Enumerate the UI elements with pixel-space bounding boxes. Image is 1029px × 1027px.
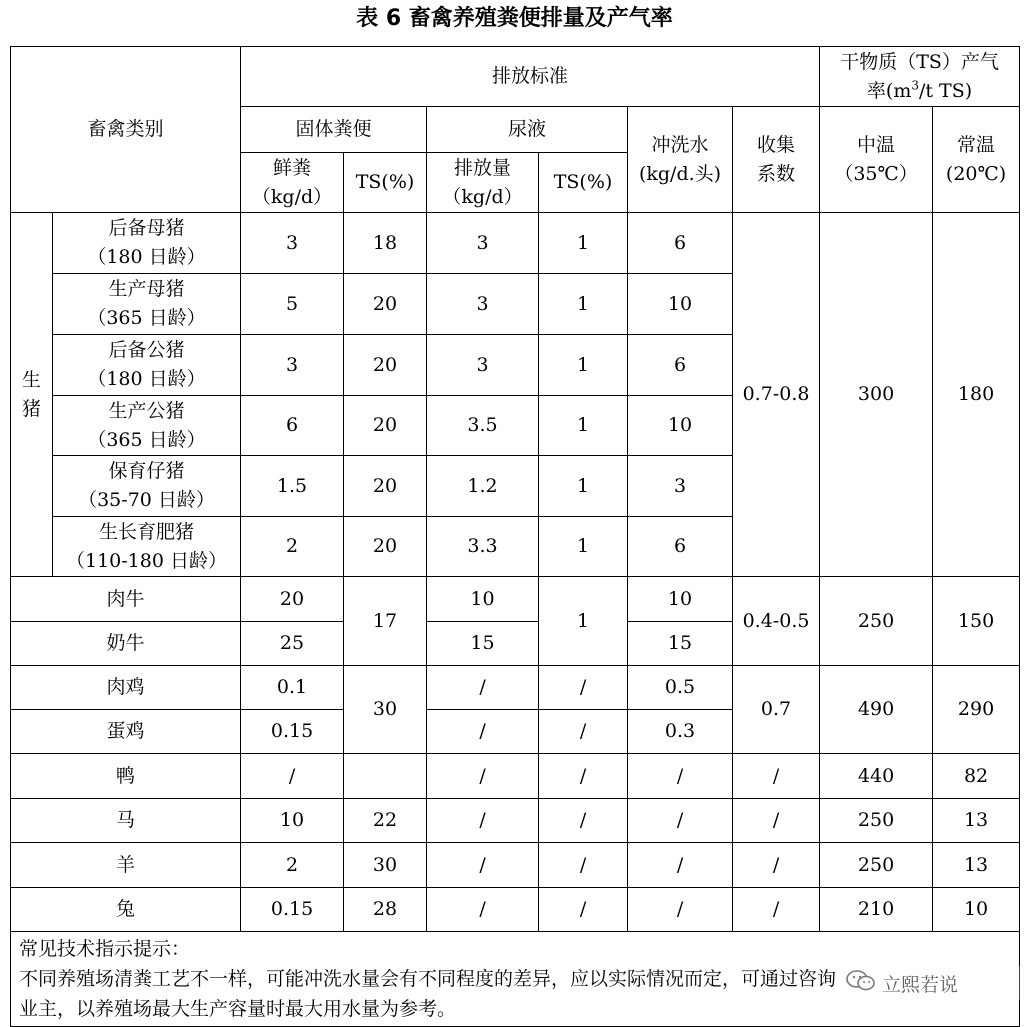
note-body-line2: 业主，以养殖场最大生产容量时最大用水量为参考。	[19, 998, 457, 1020]
row-label: 生长育肥猪 （110-180 日龄）	[53, 517, 241, 577]
cell: /	[427, 710, 539, 754]
cell: 20	[344, 517, 427, 577]
header-fresh-manure: 鲜粪 （kg/d）	[241, 153, 344, 213]
cell: 15	[427, 622, 539, 666]
row-label: 后备母猪 （180 日龄）	[53, 213, 241, 274]
cell: /	[628, 888, 733, 932]
cell: 15	[628, 622, 733, 666]
pig-normal-temp: 180	[933, 213, 1020, 577]
cell: 1	[539, 456, 628, 517]
cell: 20	[344, 456, 427, 517]
manure-emission-table	[10, 46, 1020, 1027]
cell: 10	[628, 577, 733, 622]
cell: 20	[344, 274, 427, 335]
cell: 10	[933, 888, 1020, 932]
watermark-text: 立熙若说	[882, 973, 959, 996]
cell: /	[733, 799, 820, 843]
table-row	[11, 754, 1020, 799]
cell: 25	[241, 622, 344, 666]
row-label: 生产公猪 （365 日龄）	[53, 396, 241, 456]
header-normal-temperature: 常温 (20℃)	[933, 107, 1020, 213]
chicken-collection: 0.7	[733, 666, 820, 754]
cell: 250	[820, 799, 933, 843]
cell: 20	[344, 396, 427, 456]
header-collection-coefficient: 收集 系数	[733, 107, 820, 213]
table-row	[11, 577, 1020, 622]
chicken-normal-temp: 290	[933, 666, 1020, 754]
cell: 3	[427, 274, 539, 335]
header-emission-standard: 排放标准	[241, 47, 820, 107]
row-label: 蛋鸡	[11, 710, 241, 754]
cell: /	[427, 754, 539, 799]
cell: 2	[241, 517, 344, 577]
cell: 250	[820, 843, 933, 888]
cell: 0.15	[241, 710, 344, 754]
cell: 10	[427, 577, 539, 622]
pig-collection: 0.7-0.8	[733, 213, 820, 577]
cell: 10	[628, 274, 733, 335]
pig-group-label: 生 猪	[11, 213, 53, 577]
cell: /	[733, 843, 820, 888]
cell: 3.3	[427, 517, 539, 577]
cell: 6	[628, 213, 733, 274]
cell: 210	[820, 888, 933, 932]
cell: 440	[820, 754, 933, 799]
cell: 20	[241, 577, 344, 622]
row-label: 兔	[11, 888, 241, 932]
cell: 82	[933, 754, 1020, 799]
cell: /	[628, 799, 733, 843]
chicken-mid-temp: 490	[820, 666, 933, 754]
cell: 5	[241, 274, 344, 335]
cell: /	[539, 888, 628, 932]
cell: 1	[539, 274, 628, 335]
cell: 1.5	[241, 456, 344, 517]
header-urine-ts: TS(%)	[539, 153, 628, 213]
cattle-mid-temp: 250	[820, 577, 933, 666]
header-category: 畜禽类别	[11, 47, 241, 213]
cell: /	[733, 888, 820, 932]
cell: /	[427, 888, 539, 932]
cell: /	[427, 843, 539, 888]
cell: 0.1	[241, 666, 344, 710]
cell: 22	[344, 799, 427, 843]
cell: /	[427, 666, 539, 710]
cell: 3	[427, 335, 539, 396]
row-label: 马	[11, 799, 241, 843]
row-label: 肉鸡	[11, 666, 241, 710]
table-row	[11, 888, 1020, 932]
table-row	[11, 799, 1020, 843]
row-label: 生产母猪 （365 日龄）	[53, 274, 241, 335]
cell: /	[628, 843, 733, 888]
cell: 28	[344, 888, 427, 932]
watermark	[846, 966, 1026, 1000]
cell: 0.3	[628, 710, 733, 754]
cell: 2	[241, 843, 344, 888]
cattle-ts: 17	[344, 577, 427, 666]
header-flush-water: 冲洗水 (kg/d.头)	[628, 107, 733, 213]
cell: /	[241, 754, 344, 799]
cell: 1.2	[427, 456, 539, 517]
cell: /	[733, 754, 820, 799]
cell: /	[628, 754, 733, 799]
cell: 3.5	[427, 396, 539, 456]
cell: 3	[241, 213, 344, 274]
note-body-line1: 不同养殖场清粪工艺不一样，可能冲洗水量会有不同程度的差异，应以实际情况而定，可通过咨询	[19, 968, 837, 990]
table-title: 表 6 畜禽养殖粪便排量及产气率	[356, 6, 673, 31]
cell: 20	[344, 335, 427, 396]
row-label: 奶牛	[11, 622, 241, 666]
cell: 1	[539, 335, 628, 396]
table-row	[11, 213, 1020, 274]
cell: 0.5	[628, 666, 733, 710]
cell: 13	[933, 843, 1020, 888]
cell: 3	[628, 456, 733, 517]
cell	[344, 754, 427, 799]
note-heading: 常见技术指示提示：	[19, 938, 191, 960]
cell: 6	[628, 517, 733, 577]
cell: 30	[344, 843, 427, 888]
header-solid-ts: TS(%)	[344, 153, 427, 213]
cell: /	[539, 710, 628, 754]
chicken-ts: 30	[344, 666, 427, 754]
cell: /	[539, 799, 628, 843]
cell: 6	[628, 335, 733, 396]
cattle-collection: 0.4-0.5	[733, 577, 820, 666]
header-mid-temperature: 中温 （35℃）	[820, 107, 933, 213]
row-label: 鸭	[11, 754, 241, 799]
header-solid-manure: 固体粪便	[241, 107, 427, 153]
cell: 1	[539, 517, 628, 577]
cell: /	[539, 843, 628, 888]
table-row	[11, 666, 1020, 710]
cell: /	[427, 799, 539, 843]
cell: 6	[241, 396, 344, 456]
header-discharge: 排放量 （kg/d）	[427, 153, 539, 213]
cattle-urine-ts: 1	[539, 577, 628, 666]
wechat-bubble-icon	[846, 969, 882, 998]
pig-mid-temp: 300	[820, 213, 933, 577]
cell: 18	[344, 213, 427, 274]
cell: 0.15	[241, 888, 344, 932]
row-label: 肉牛	[11, 577, 241, 622]
cell: 10	[241, 799, 344, 843]
cell: /	[539, 666, 628, 710]
header-urine: 尿液	[427, 107, 628, 153]
cell: 13	[933, 799, 1020, 843]
cell: /	[539, 754, 628, 799]
cell: 3	[241, 335, 344, 396]
row-label: 保育仔猪 （35-70 日龄）	[53, 456, 241, 517]
table-row	[11, 843, 1020, 888]
row-label: 羊	[11, 843, 241, 888]
cell: 1	[539, 396, 628, 456]
cell: 1	[539, 213, 628, 274]
row-label: 后备公猪 （180 日龄）	[53, 335, 241, 396]
cell: 3	[427, 213, 539, 274]
cattle-normal-temp: 150	[933, 577, 1020, 666]
header-gas-rate: 干物质（TS）产气 率($m^3/t$ TS)	[820, 47, 1020, 107]
cell: 10	[628, 396, 733, 456]
